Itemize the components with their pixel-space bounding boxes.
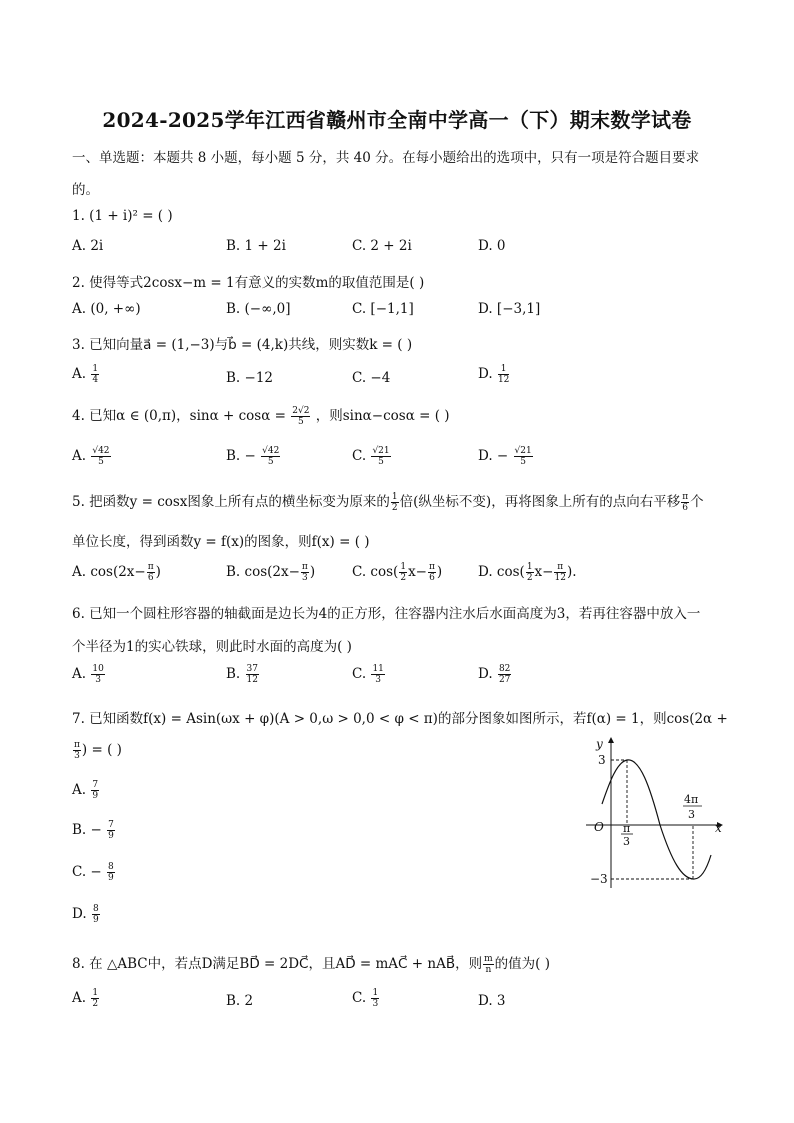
fraction: [246, 664, 259, 685]
denominator: 9: [92, 791, 99, 801]
option-label: D.: [478, 366, 493, 382]
question-5-stem: [72, 490, 704, 513]
stem-text: 倍(纵坐标不变)，再将图象上所有的点向右平移: [399, 494, 681, 510]
denominator: 2: [92, 999, 99, 1009]
question-6-options: [72, 664, 722, 690]
denominator: 6: [682, 503, 689, 513]
option-c[interactable]: [352, 988, 380, 1009]
denominator: 5: [267, 457, 274, 467]
page-title: 2024-2025学年江西省赣州市全南中学高一（下）期末数学试卷: [102, 108, 692, 132]
denominator: 2: [526, 573, 533, 583]
fraction: [107, 862, 115, 883]
question-2-stem: 2. 使得等式2cosx−m = 1有意义的实数m的取值范围是( ): [72, 275, 425, 291]
question-6-stem-cont: 个半径为1的实心铁球，则此时水面的高度为( ): [72, 639, 352, 655]
sine-graph: [580, 732, 730, 892]
fraction: [371, 664, 384, 685]
question-2-options: [72, 301, 722, 327]
fraction: [391, 492, 399, 513]
fraction: [371, 446, 390, 467]
fraction: [681, 492, 689, 513]
x-axis-label: x: [715, 821, 722, 835]
option-d[interactable]: D. [−3,1]: [478, 301, 541, 317]
fraction: [483, 954, 494, 975]
numerator: 1: [391, 492, 398, 502]
option-text: ): [155, 564, 161, 580]
option-text: ).: [566, 564, 577, 580]
stem-text: 8. 在 △ABC中，若点D满足BD⃗ = 2DC⃗，且AD⃗ = mAC⃗ + nAB⃗，则: [72, 956, 483, 972]
option-label: A.: [72, 666, 87, 682]
denominator: 9: [108, 831, 114, 841]
fraction: [371, 988, 379, 1009]
numerator: 10: [92, 664, 104, 674]
question-3-stem: 3. 已知向量a⃗ = (1,−3)与b⃗ = (4,k)共线，则实数k = ( ): [72, 337, 413, 353]
option-label: B.: [226, 666, 241, 682]
option-c[interactable]: [352, 664, 386, 685]
numerator: 11: [372, 664, 384, 674]
numerator: 7: [108, 820, 114, 830]
option-text: ): [309, 564, 316, 580]
question-1-options: [72, 238, 722, 264]
option-label: B. −: [72, 822, 102, 838]
numerator: 1: [92, 364, 99, 374]
option-a[interactable]: A. (0, +∞): [72, 301, 141, 317]
option-a[interactable]: [72, 780, 100, 801]
option-a[interactable]: [72, 562, 161, 583]
option-label: C.: [352, 448, 367, 464]
denominator: n: [485, 965, 492, 975]
numerator: 37: [246, 664, 258, 674]
numerator: 1: [372, 988, 379, 998]
fraction: [147, 562, 155, 583]
fraction: [514, 446, 533, 467]
fraction: [399, 562, 407, 583]
option-text: ): [436, 564, 443, 580]
option-b[interactable]: B. (−∞,0]: [226, 301, 291, 317]
option-b[interactable]: B. 2: [226, 993, 254, 1009]
option-label: B. −: [226, 448, 256, 464]
denominator: 6: [429, 573, 435, 583]
numerator: √42: [262, 446, 280, 456]
question-4-options: [72, 446, 722, 472]
denominator: 27: [498, 675, 511, 685]
fraction: [554, 562, 565, 583]
option-d[interactable]: [478, 664, 512, 685]
option-label: C.: [352, 666, 367, 682]
option-label: D.: [478, 666, 493, 682]
numerator: 1: [92, 988, 99, 998]
max-label: 3: [598, 753, 606, 767]
x1-denominator: 3: [623, 835, 630, 848]
denominator: 9: [92, 915, 99, 925]
numerator: π: [682, 492, 689, 502]
option-d[interactable]: [478, 446, 534, 467]
fraction: [428, 562, 436, 583]
option-b[interactable]: [226, 664, 260, 685]
option-c[interactable]: C. 2 + 2i: [352, 238, 412, 254]
question-5-stem-cont: 单位长度，得到函数y = f(x)的图象，则f(x) = ( ): [72, 534, 370, 550]
numerator: √21: [514, 446, 532, 456]
denominator: 3: [95, 675, 101, 685]
fraction: [107, 820, 115, 841]
option-b[interactable]: [226, 562, 315, 583]
question-1-stem: 1. (1 + i)² = ( ): [72, 208, 173, 224]
fraction: [261, 446, 280, 467]
denominator: 4: [92, 375, 99, 385]
option-c[interactable]: [72, 862, 116, 883]
option-label: A.: [72, 366, 87, 382]
option-d[interactable]: D. 0: [478, 238, 506, 254]
min-label: −3: [590, 872, 608, 886]
stem-text: 5. 把函数y = cosx图象上所有点的横坐标变为原来的: [72, 494, 390, 510]
fraction: [291, 406, 310, 427]
option-c[interactable]: C. [−1,1]: [352, 301, 414, 317]
denominator: 5: [98, 457, 104, 467]
stem-text: 的值为( ): [494, 956, 550, 972]
option-d[interactable]: D. 3: [478, 993, 506, 1009]
stem-text: 个: [690, 494, 704, 510]
numerator: 8: [108, 862, 114, 872]
fraction: [91, 988, 99, 1009]
question-3-options: [72, 364, 722, 390]
option-label: A.: [72, 448, 87, 464]
question-7-stem: 7. 已知函数f(x) = Asin(ωx + φ)(A > 0,ω > 0,0 < φ < π)的部分图象如图所示，若f(α) = 1，则cos(2α +: [72, 711, 728, 727]
denominator: 6: [147, 573, 154, 583]
option-d[interactable]: [478, 364, 510, 385]
denominator: 3: [302, 573, 308, 583]
numerator: π: [554, 562, 565, 573]
question-7-stem-cont: [72, 740, 122, 761]
denominator: 3: [372, 999, 379, 1009]
stem-text: ) = ( ): [81, 742, 122, 758]
option-a[interactable]: [72, 988, 100, 1009]
stem-text: 4. 已知α ∈ (0,π)，sinα + cosα =: [72, 408, 286, 424]
question-8-options: [72, 988, 722, 1014]
numerator: 7: [92, 780, 99, 790]
numerator: √21: [372, 446, 390, 456]
fraction: [92, 904, 100, 925]
section-heading-cont: 的。: [72, 182, 99, 198]
fraction: [91, 364, 99, 385]
fraction: [526, 562, 534, 583]
option-label: C. −: [72, 864, 102, 880]
denominator: 5: [297, 417, 304, 427]
fraction: [73, 740, 81, 761]
numerator: 1: [400, 562, 407, 572]
denominator: 5: [378, 457, 384, 467]
numerator: 8: [92, 904, 99, 914]
option-label: D. −: [478, 448, 509, 464]
option-c[interactable]: C. −4: [352, 370, 391, 386]
fraction: [91, 664, 104, 685]
y-axis-label: y: [596, 737, 603, 751]
option-d[interactable]: [478, 562, 577, 583]
option-text: x−: [408, 564, 427, 580]
numerator: 1: [498, 364, 509, 375]
option-d[interactable]: [72, 904, 101, 925]
x2-numerator: 4π: [684, 793, 699, 806]
question-6-stem: 6. 已知一个圆柱形容器的轴截面是边长为4的正方形，往容器内注水后水面高度为3，若再往容器中放入一: [72, 606, 701, 622]
numerator: π: [147, 562, 154, 572]
x2-denominator: 3: [688, 808, 695, 821]
numerator: 1: [526, 562, 533, 572]
stem-text: ，则sinα−cosα = ( ): [315, 408, 450, 424]
numerator: √42: [92, 446, 110, 456]
fraction: [91, 446, 110, 467]
option-b[interactable]: [226, 446, 281, 467]
option-label: A.: [72, 990, 87, 1006]
option-text: x−: [534, 564, 554, 580]
question-8-stem: [72, 952, 550, 975]
option-a[interactable]: [72, 664, 106, 685]
option-b[interactable]: [72, 820, 116, 841]
denominator: 2: [400, 573, 407, 583]
option-label: D.: [72, 906, 87, 922]
option-label: C.: [352, 990, 367, 1006]
fraction: [91, 780, 99, 801]
fraction: [301, 562, 309, 583]
denominator: 3: [74, 751, 80, 761]
origin-label: O: [594, 820, 604, 834]
numerator: m: [484, 954, 493, 964]
denominator: 12: [246, 675, 258, 685]
denominator: 12: [554, 573, 566, 583]
option-text: B. cos(2x−: [226, 564, 300, 580]
option-label: A.: [72, 782, 87, 798]
numerator: 2√2: [292, 406, 310, 416]
numerator: π: [301, 562, 308, 572]
option-b[interactable]: B. 1 + 2i: [226, 238, 286, 254]
option-c[interactable]: [352, 446, 392, 467]
fraction: [498, 364, 509, 385]
denominator: 9: [108, 873, 114, 883]
option-c[interactable]: [352, 562, 442, 583]
numerator: π: [429, 562, 435, 572]
question-5-options: [72, 562, 722, 588]
question-4-stem: [72, 404, 450, 427]
option-a[interactable]: A. 2i: [72, 238, 104, 254]
x1-numerator: π: [623, 822, 631, 835]
numerator: π: [74, 740, 80, 750]
option-text: C. cos(: [352, 564, 399, 580]
denominator: 5: [520, 457, 526, 467]
option-b[interactable]: B. −12: [226, 370, 273, 386]
denominator: 3: [375, 675, 382, 685]
denominator: 12: [497, 375, 510, 385]
fraction: [498, 664, 511, 685]
option-text: D. cos(: [478, 564, 525, 580]
section-heading: 一、单选题：本题共 8 小题，每小题 5 分，共 40 分。在每小题给出的选项中，只有一项是符合题目要求: [72, 150, 700, 166]
denominator: 2: [391, 503, 398, 513]
option-a[interactable]: [72, 364, 100, 385]
option-a[interactable]: [72, 446, 112, 467]
option-text: A. cos(2x−: [72, 564, 146, 580]
numerator: 82: [498, 664, 511, 674]
